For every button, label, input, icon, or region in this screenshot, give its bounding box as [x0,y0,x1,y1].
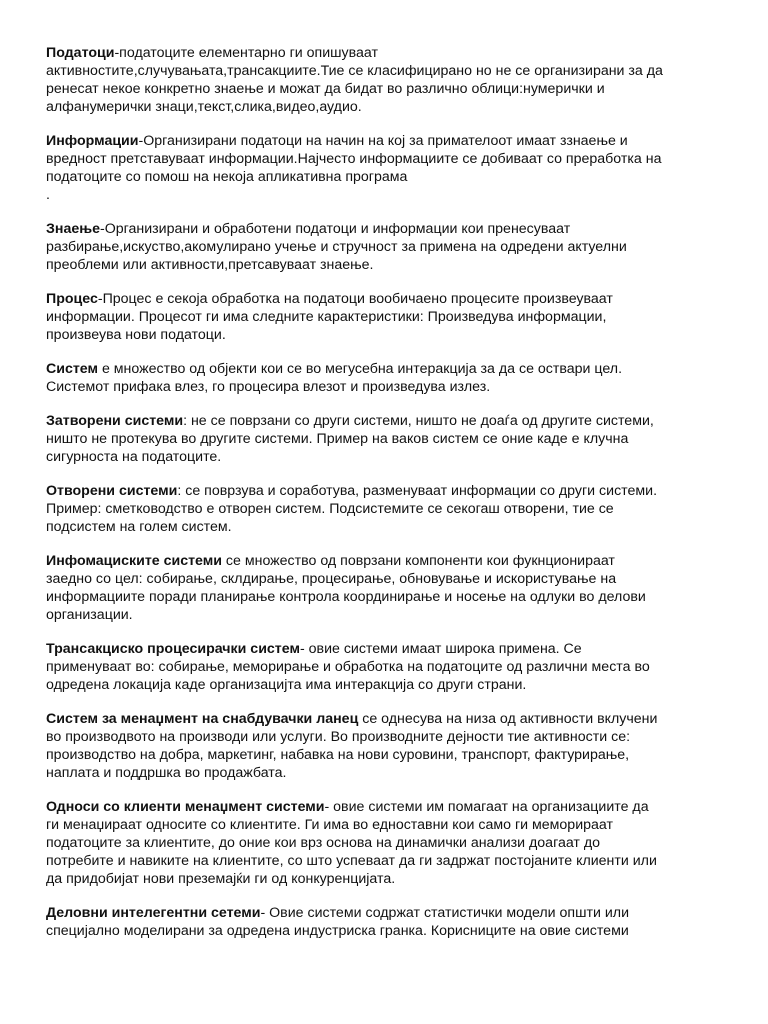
body-text: одредена локација каде организацијта има интеракција со други страни. [46,677,527,693]
text-line [46,658,728,676]
body-text: вредност претставуваат информации.Најчесто информациите се добиваат со преработка на [46,151,662,167]
term-heading: Затворени системи [46,413,184,429]
term-heading: Информации [46,133,139,149]
text-line [46,834,728,852]
body-text: да придобијат нови преземајќи ги од конкуренцијата. [46,871,396,887]
body-text: информациите поради планирање контрола координирање и носење на одлуки во делови [46,589,646,605]
body-text: се множество од поврзани компоненти кои фукнционираат [221,553,615,569]
body-text: специјално моделирани за одредена индустриска гранка. Корисниците на овие системи [46,923,629,939]
paragraph [46,552,728,624]
term-heading: Деловни интелегентни сетеми [46,905,261,921]
body-text: применуваат во: собирање, меморирање и обработка на податоците од различни места во [46,659,650,675]
term-heading: Инфомациските системи [46,553,222,569]
body-text: Пример: сметководство е отворен систем. Подсистемите се секогаш отворени, тие се [46,501,614,517]
body-text: : се поврзува и соработува, разменуваат информации со други системи. [177,483,658,499]
paragraph [46,904,728,940]
paragraph [46,220,728,274]
body-text: производство на добра, маркетинг, набавка на нови суровини, транспорт, фактурирање, [46,747,630,763]
body-text: информации. Процесот ги има следните карактеристики: Произведува информации, [46,309,607,325]
text-line [46,256,728,274]
body-text: подсистем на голем систем. [46,519,232,535]
text-line [46,482,728,500]
body-text: ништо не протекува во другите системи. Пример на ваков систем се оние каде е клучна [46,431,629,447]
text-line [46,746,728,764]
body-text: организации. [46,607,133,623]
body-text: -Организирани и обработени податоци и информации кои пренесуваат [100,221,571,237]
paragraph [46,44,728,116]
paragraph [46,798,728,888]
body-text: податоците за клиентите, до оние кои врз основа на динамички анализи доагаат до [46,835,601,851]
body-text: преоблеми или активности,претсавуваат знаење. [46,257,374,273]
term-heading: Трансакциско процесирачки систем [46,641,300,657]
text-line [46,430,728,448]
text-line [46,62,728,80]
text-line [46,360,728,378]
body-text: заедно со цел: собирање, склдирање, процесирање, обновување и искористување на [46,571,617,587]
text-line [46,798,728,816]
text-line [46,290,728,308]
text-line [46,500,728,518]
text-line [46,150,728,168]
text-line [46,816,728,834]
text-line [46,904,728,922]
text-line [46,80,728,98]
body-text: -податоците елементарно ги опишуваат [114,45,378,61]
text-line [46,132,728,150]
term-heading: Систем за менаџмент на снабдувачки ланец [46,711,359,727]
text-line [46,676,728,694]
paragraph [46,482,728,536]
text-line [46,588,728,606]
text-line [46,852,728,870]
body-text: се однесува на низа од активности вклучени [358,711,658,727]
text-line [46,606,728,624]
text-line [46,308,728,326]
text-line [46,412,728,430]
body-text: алфанумерички знаци,текст,слика,видео,аудио. [46,99,362,115]
body-text: разбирање,искуство,акомулирано учење и стручност за примена на одредени актуелни [46,239,627,255]
term-heading: Отворени системи [46,483,178,499]
paragraph [46,132,728,204]
text-line [46,98,728,116]
paragraph [46,360,728,396]
text-line [46,518,728,536]
paragraph [46,640,728,694]
body-text: - овие системи им помагаат на организациите да [324,799,649,815]
text-line [46,186,728,204]
text-line [46,728,728,746]
paragraph [46,412,728,466]
body-text: -Процес е секоја обработка на податоци вообичаено процесите произвеуваат [97,291,613,307]
paragraph [46,290,728,344]
body-text: произвеува нови податоци. [46,327,226,343]
text-line [46,710,728,728]
text-line [46,44,728,62]
body-text: потребите и навиките на клиентите, со што успеваат да ги задржат постојаните клиенти или [46,853,657,869]
body-text: ренесат некое конкретно знаење и можат да бидат во различно облици:нумерички и [46,81,605,97]
body-text: -Организирани податоци на начин на кој за примателоот имаат ззнаење и [138,133,628,149]
body-text: е множество од објекти кои се во мегусебна интеракција за да се оствари цел. [98,361,623,377]
text-line [46,238,728,256]
body-text: . [46,187,50,203]
term-heading: Знаење [46,221,100,237]
text-line [46,870,728,888]
body-text: податоците со помош на некоја апликативна програма [46,169,408,185]
text-line [46,378,728,396]
term-heading: Односи со клиенти менаџмент системи [46,799,325,815]
body-text: : не се поврзани со други системи, ништо не доаѓа од другите системи, [183,413,654,429]
term-heading: Систем [46,361,99,377]
text-line [46,448,728,466]
body-text: во производвото на производи или услуги. Во производните дејности тие активности се: [46,729,631,745]
body-text: наплата и поддршка во продажбата. [46,765,287,781]
paragraph [46,710,728,782]
text-line [46,570,728,588]
text-line [46,220,728,238]
text-line [46,168,728,186]
body-text: ги менаџираат односите со клиентите. Ги има во едноставни кои само ги меморираат [46,817,613,833]
text-line [46,922,728,940]
body-text: активностите,случувањата,трансакциите.Тие се класифицирано но не се организирани за да [46,63,663,79]
term-heading: Процес [46,291,98,307]
body-text: сигурноста на податоците. [46,449,222,465]
text-line [46,764,728,782]
text-line [46,552,728,570]
body-text: - овие системи имаат широка примена. Се [299,641,582,657]
body-text: Системот прифака влез, го процесира влезот и произведува излез. [46,379,491,395]
text-line [46,640,728,658]
text-line [46,326,728,344]
body-text: - Овие системи содржат статистички модели општи или [260,905,629,921]
term-heading: Податоци [46,45,115,61]
